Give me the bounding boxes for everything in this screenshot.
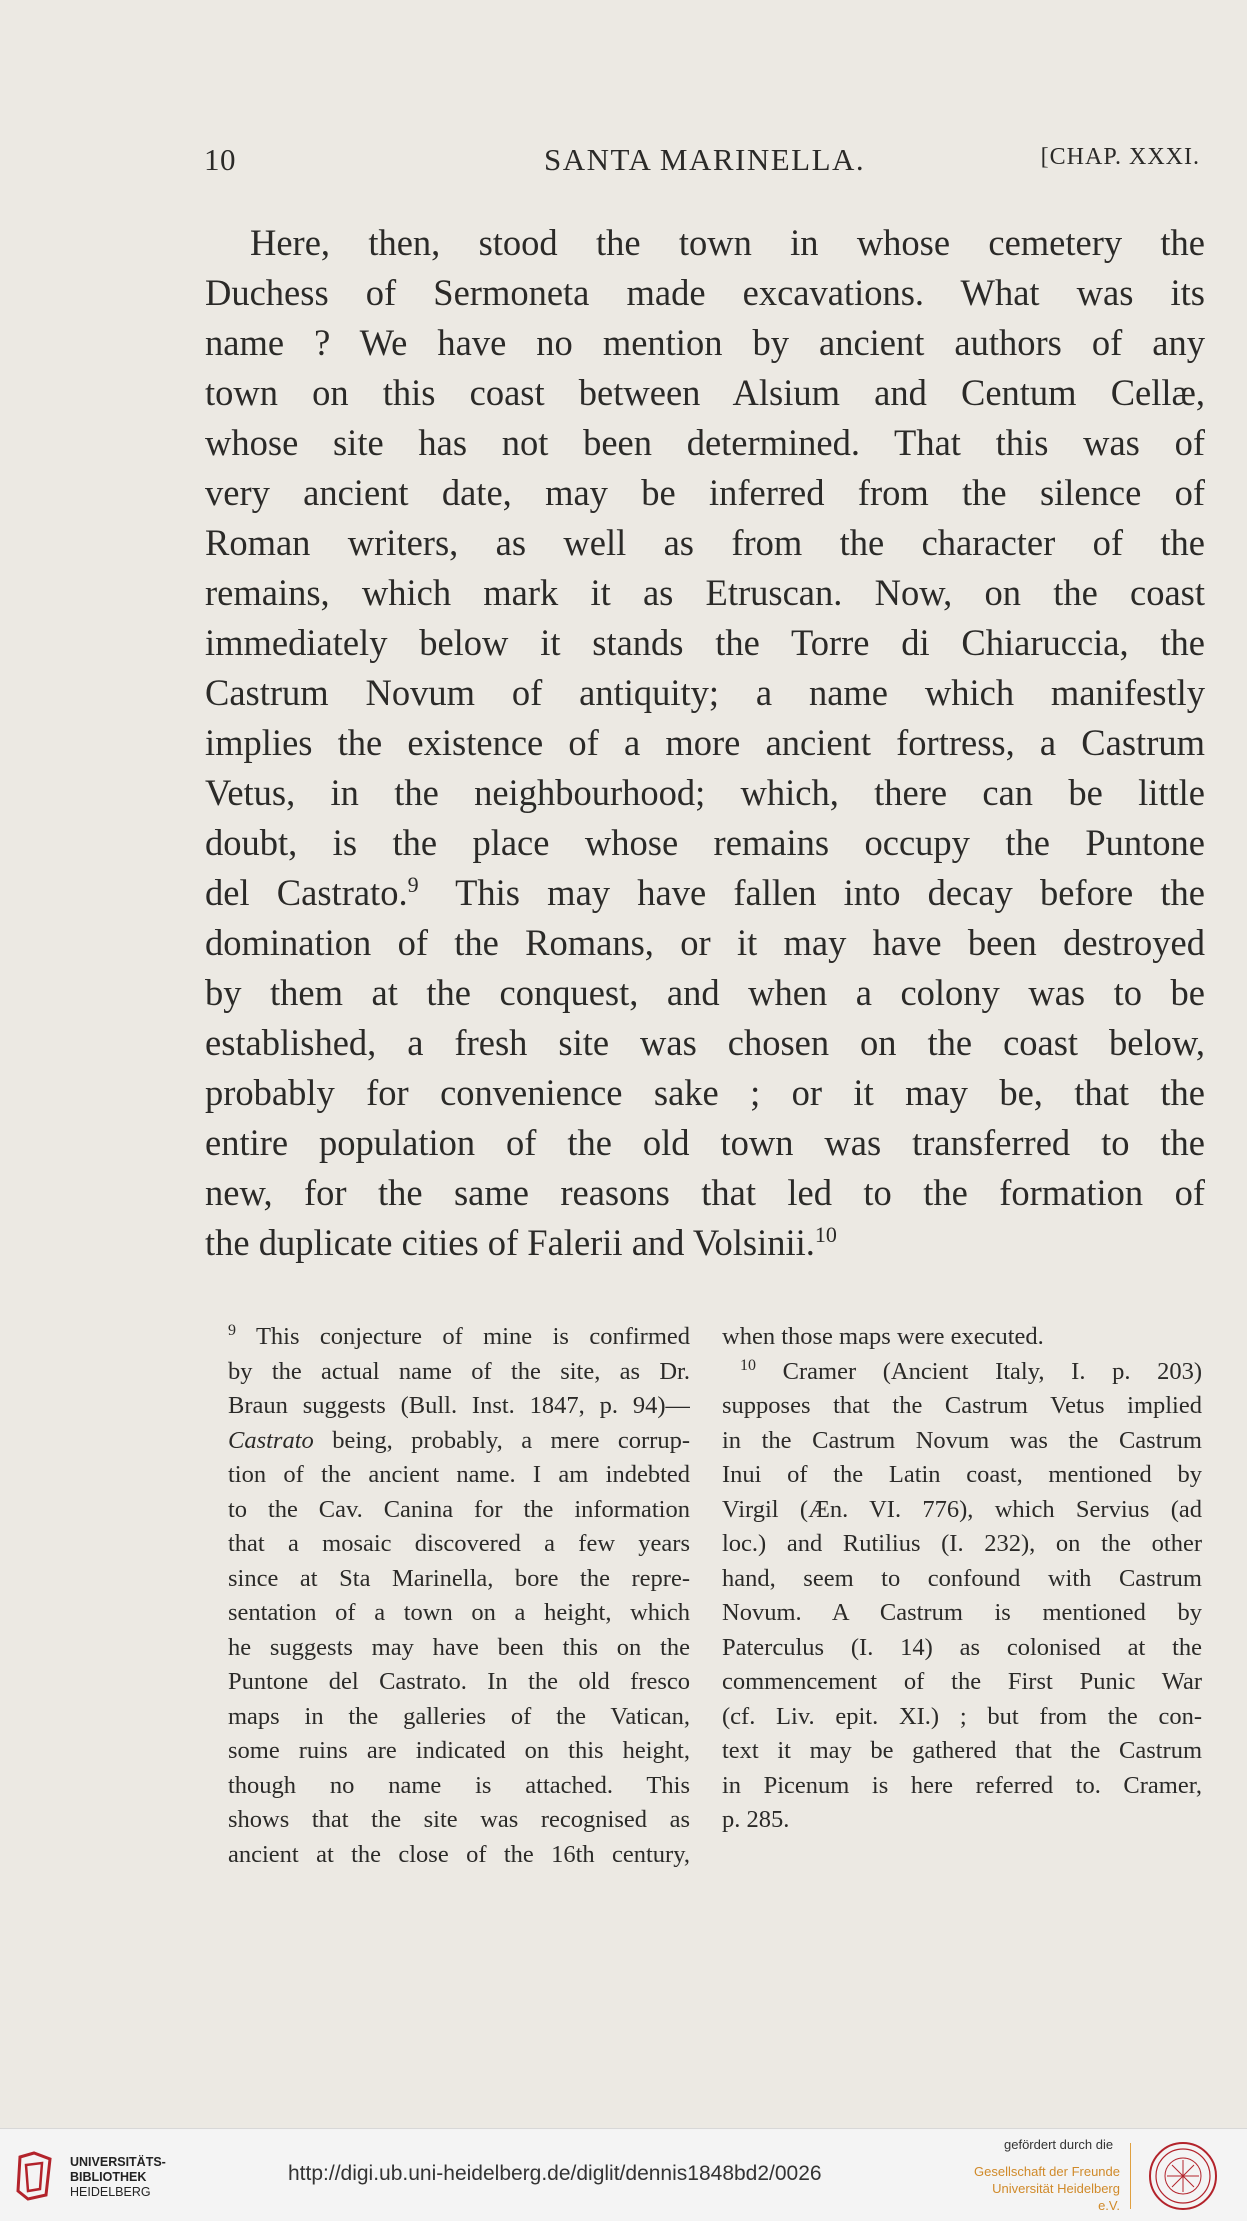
footnote-line: to the Cav. Canina for the information <box>228 1495 690 1523</box>
footnote-line: that a mosaic discovered a few years <box>228 1530 690 1557</box>
footnote-line: text it may be gathered that the Castrum <box>722 1737 1202 1764</box>
footnote-ref-9[interactable]: 9 <box>407 871 419 897</box>
body-line: town on this coast between Alsium and Centum Cellæ, <box>205 372 1205 413</box>
chapter-label: [CHAP. XXXI. <box>1040 144 1200 170</box>
footnote-line: Inui of the Latin coast, mentioned by <box>722 1461 1202 1488</box>
footnote-line: Virgil (Æn. VI. 776), which Servius (ad <box>722 1495 1202 1523</box>
sponsor-label: gefördert durch die <box>1004 2137 1114 2152</box>
italic-castrato: Castrato <box>228 1426 314 1454</box>
digitization-footer <box>0 2128 1247 2221</box>
footnote-line: by the actual name of the site, as Dr. <box>228 1357 690 1385</box>
footnote-line <box>722 1355 1202 1390</box>
library-name-line: UNIVERSITÄTS- <box>70 2155 166 2169</box>
body-line-part: the duplicate cities of Falerii and Volsinii. <box>205 1222 815 1263</box>
footnote-line: Novum. A Castrum is mentioned by <box>722 1599 1202 1626</box>
library-name <box>70 2155 166 2200</box>
footnote-line: when those maps were executed. <box>722 1323 1044 1350</box>
sponsor-name <box>968 2163 1120 2214</box>
body-line: new, for the same reasons that led to the formation of <box>205 1172 1205 1213</box>
footnote-line: he suggests may have been this on the <box>228 1633 690 1661</box>
body-line: Here, then, stood the town in whose cemetery the <box>250 222 1205 263</box>
footnotes-right-column <box>722 1320 1202 1838</box>
university-seal-icon <box>1148 2141 1218 2211</box>
body-line: remains, which mark it as Etruscan. Now, on the coast <box>205 572 1205 613</box>
footnote-line: ancient at the close of the 16th century, <box>228 1840 690 1868</box>
footnote-line: in Picenum is here referred to. Cramer, <box>722 1771 1202 1799</box>
library-name-line: HEIDELBERG <box>70 2185 151 2199</box>
footnote-line: hand, seem to confound with Castrum <box>722 1564 1202 1592</box>
body-line: Vetus, in the neighbourhood; which, there can be little <box>205 772 1205 813</box>
body-line: doubt, is the place whose remains occupy the Puntone <box>205 822 1205 863</box>
footnote-line: some ruins are indicated on this height, <box>228 1737 690 1764</box>
footnote-number-9: 9 <box>228 1321 236 1339</box>
library-logo-icon <box>14 2151 56 2201</box>
footnote-line: maps in the galleries of the Vatican, <box>228 1702 690 1730</box>
footnote-line: in the Castrum Novum was the Castrum <box>722 1426 1202 1454</box>
footnote-ref-10[interactable]: 10 <box>814 1221 837 1247</box>
running-title: SANTA MARINELLA. <box>544 142 866 177</box>
footnote-line: shows that the site was recognised as <box>228 1806 690 1833</box>
footnote-line: commencement of the First Punic War <box>722 1668 1202 1695</box>
body-line: by them at the conquest, and when a colony was to be <box>205 972 1205 1013</box>
body-line: domination of the Romans, or it may have been destroyed <box>205 922 1205 963</box>
body-line: Castrum Novum of antiquity; a name which manifestly <box>205 672 1205 713</box>
body-line: very ancient date, may be inferred from the silence of <box>205 472 1205 513</box>
body-line <box>205 868 1205 918</box>
body-line: implies the existence of a more ancient fortress, a Castrum <box>205 722 1205 763</box>
permalink-url[interactable]: http://digi.ub.uni-heidelberg.de/diglit/dennis1848bd2/0026 <box>288 2162 822 2185</box>
body-line-part: del Castrato. <box>205 872 408 913</box>
body-line: Duchess of Sermoneta made excavations. What was its <box>205 272 1205 313</box>
footnote-line: tion of the ancient name. I am indebted <box>228 1461 690 1488</box>
page-number: 10 <box>204 142 236 177</box>
library-name-line: BIBLIOTHEK <box>70 2170 147 2184</box>
footnote-line: Puntone del Castrato. In the old fresco <box>228 1668 690 1695</box>
body-line: name ? We have no mention by ancient authors of any <box>205 322 1205 363</box>
body-line: established, a fresh site was chosen on the coast below, <box>205 1022 1205 1063</box>
sponsor-name-line: Gesellschaft der Freunde <box>974 2164 1120 2179</box>
footnote-text: being, probably, a mere corrup- <box>332 1426 690 1454</box>
body-line <box>205 1218 1205 1268</box>
footnote-line: supposes that the Castrum Vetus implied <box>722 1392 1202 1419</box>
main-paragraph <box>205 218 1205 1268</box>
footnote-line: (cf. Liv. epit. XI.) ; but from the con- <box>722 1702 1202 1730</box>
body-line: probably for convenience sake ; or it may be, that the <box>205 1072 1205 1113</box>
footnote-line: since at Sta Marinella, bore the repre- <box>228 1564 690 1592</box>
body-line: Roman writers, as well as from the character of the <box>205 522 1205 563</box>
footnote-line: p. 285. <box>722 1806 790 1833</box>
body-line: entire population of the old town was transferred to the <box>205 1122 1205 1163</box>
footnote-line: Braun suggests (Bull. Inst. 1847, p. 94)— <box>228 1392 690 1419</box>
footnote-line <box>228 1320 690 1355</box>
footnote-line: loc.) and Rutilius (I. 232), on the other <box>722 1530 1202 1557</box>
footer-divider <box>1130 2143 1131 2209</box>
footnote-text: This conjecture of mine is confirmed <box>255 1323 690 1350</box>
page-header <box>204 142 1200 182</box>
footnote-line: though no name is attached. This <box>228 1771 690 1799</box>
footnote-number-10: 10 <box>740 1356 756 1374</box>
footnotes-left-column <box>228 1320 690 1872</box>
body-line: immediately below it stands the Torre di Chiaruccia, the <box>205 622 1205 663</box>
footnote-line: sentation of a town on a height, which <box>228 1599 690 1626</box>
body-line-part: This may have fallen into decay before the <box>455 872 1205 913</box>
sponsor-name-line: Universität Heidelberg e.V. <box>992 2181 1120 2213</box>
body-line: whose site has not been determined. That this was of <box>205 422 1205 463</box>
footnote-text: Cramer (Ancient Italy, I. p. 203) <box>782 1357 1202 1385</box>
footnote-line <box>228 1424 690 1459</box>
footnote-line: Paterculus (I. 14) as colonised at the <box>722 1633 1202 1661</box>
